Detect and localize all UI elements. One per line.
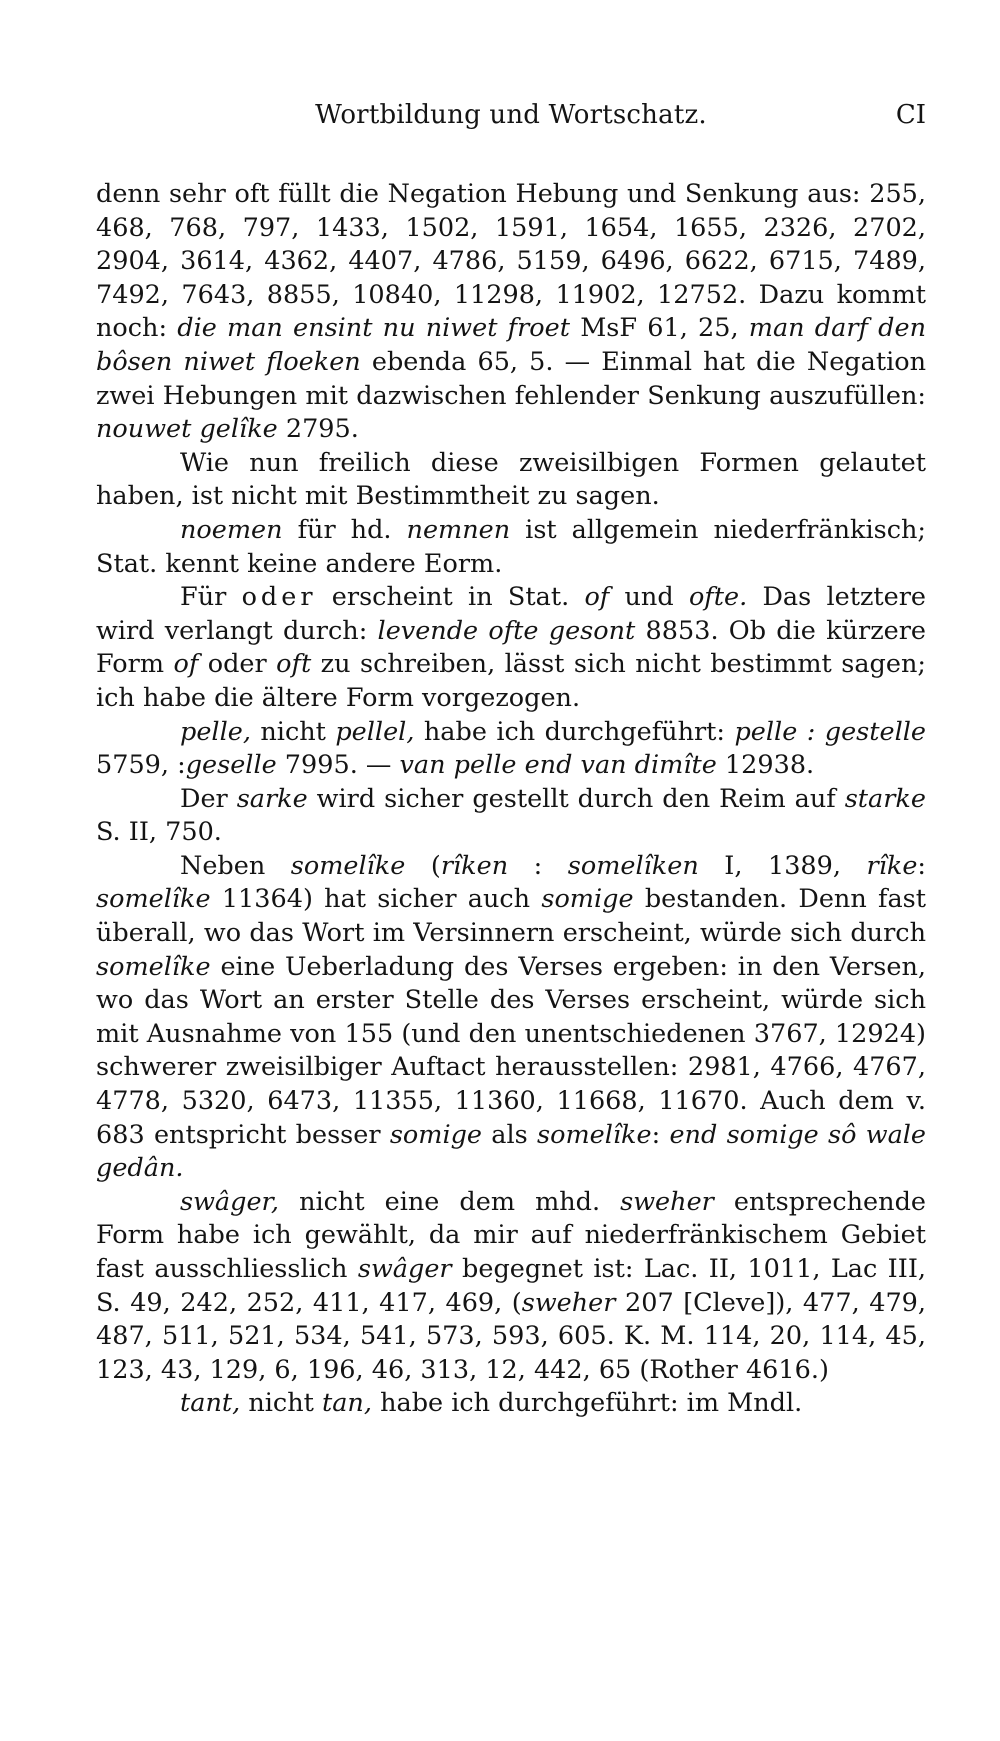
italic-run: starke <box>844 783 926 814</box>
text-run: : <box>917 850 926 881</box>
text-run: 8853. Ob die kürzere Form <box>96 615 926 680</box>
text-run: 7995. — <box>276 750 400 781</box>
text-run: oder <box>198 649 277 680</box>
paragraph <box>96 581 926 715</box>
text-run: ist allgemein niederfränkisch; Stat. kennt keine andere Eorm. <box>96 514 926 579</box>
text-run: für hd. <box>282 514 407 545</box>
text-run: Der <box>180 783 237 814</box>
italic-run: rîke <box>866 850 918 881</box>
body-text <box>96 178 926 1421</box>
italic-run: of <box>584 582 610 613</box>
text-run: MsF 61, 25, <box>570 313 749 344</box>
italic-run: tant, <box>180 1388 241 1419</box>
text-run: : <box>508 850 568 881</box>
italic-run: pelle, <box>180 716 251 747</box>
text-run: 5759, : <box>96 750 186 781</box>
paragraph <box>96 178 926 447</box>
text-run: ( <box>405 850 441 881</box>
text-run: Wie nun freilich diese zweisilbigen Formen gelautet haben, ist nicht mit Bestimmtheit zu sagen. <box>96 447 926 512</box>
text-run: nicht eine dem mhd. <box>279 1186 621 1217</box>
text-run: zu schreiben, lässt sich nicht bestimmt sagen; ich habe die ältere Form vorgezogen. <box>96 649 926 713</box>
text-run: nicht <box>250 716 336 747</box>
text-run: als <box>482 1119 538 1150</box>
italic-run: of <box>173 649 199 680</box>
italic-run: levende ofte gesont <box>377 615 636 646</box>
text-run: 11364) hat sicher auch <box>210 884 542 915</box>
text-run: 12938. <box>716 750 815 781</box>
paragraph <box>96 514 926 581</box>
text-run: nicht <box>240 1388 322 1419</box>
italic-run: pelle : gestelle <box>734 716 926 747</box>
italic-run: sweher <box>620 1186 714 1217</box>
italic-run: swâger, <box>180 1186 280 1217</box>
italic-run: ofte. <box>688 582 748 613</box>
text-run: Für <box>180 582 242 613</box>
italic-run: somelîke <box>96 951 211 982</box>
italic-run: somelîken <box>567 850 699 881</box>
text-run: und <box>609 582 689 613</box>
italic-run: somige <box>541 884 634 915</box>
text-run: I, 1389, <box>698 850 867 881</box>
paragraph <box>96 783 926 850</box>
text-run: habe ich durchgeführt: <box>414 716 735 747</box>
italic-run: end somige sô wale gedân. <box>96 1119 927 1184</box>
paragraph <box>96 1186 926 1388</box>
italic-run: swâger <box>357 1254 452 1284</box>
paragraph <box>96 447 926 514</box>
italic-run: van pelle end van dimîte <box>399 750 717 781</box>
italic-run: sarke <box>236 783 308 814</box>
text-run: habe ich durchgeführt: im Mndl. <box>371 1388 803 1419</box>
running-title: Wortbildung und Wortschatz. <box>315 100 707 130</box>
paragraph <box>96 716 926 783</box>
text-run: entsprechende Form habe ich gewählt, da mir auf niederfränkischem Gebiet fast ausschliesslich <box>96 1186 926 1284</box>
running-head <box>96 100 926 140</box>
italic-run: rîken <box>440 850 509 881</box>
text-run: 2795. <box>277 414 359 445</box>
text-run: denn sehr oft füllt die Negation Hebung und Senkung aus: 255, 468, 768, 797, 1433, 1502, 1591, 1654, 1655, 2326, 2702, 2904, 3614, 4362, 4407, 4786, 5159, 6496, 6622, 6715, 7489, 7492, 7643, 8855, 10840, 11298, 11902, 12752. Dazu kommt noch: <box>96 179 926 344</box>
italic-run: tan, <box>321 1388 372 1419</box>
paragraph <box>96 850 926 1186</box>
text-run: bestanden. Denn fast überall, wo das Wort im Versinnern erscheint, würde sich durch <box>96 884 926 949</box>
italic-run: somelîke <box>537 1119 652 1150</box>
italic-run: somelîke <box>290 850 406 881</box>
italic-run: oft <box>276 649 312 680</box>
text-run: eine Ueberladung des Verses ergeben: in den Versen, wo das Wort an erster Stelle des Verses erscheint, würde sich mit Ausnahme von 155 (und den unentschiedenen 3767, 12924) schwerer zweisilbiger Auftact herausstellen: 2981, 4766, 4767, 4778, 5320, 6473, 11355, 11360, 11668, 11670. Auch dem v. 683 entspricht besser <box>96 951 926 1150</box>
italic-run: die man ensint nu niwet froet <box>177 313 570 344</box>
page-number: CI <box>895 100 926 130</box>
text-run: S. II, 750. <box>96 817 222 848</box>
paragraph <box>96 1387 926 1421</box>
text-run: Neben <box>180 850 291 881</box>
italic-run: nouwet gelîke <box>96 414 278 445</box>
italic-run: nemnen <box>406 514 511 545</box>
italic-run: geselle <box>185 750 277 781</box>
text-run: ebenda 65, 5. — Einmal hat die Negation zwei Hebungen mit dazwischen fehlender Senkung auszufüllen: <box>96 346 927 411</box>
text-run: begegnet ist: Lac. II, 1011, Lac III, S. 49, 242, 252, 411, 417, 469, ( <box>96 1254 926 1318</box>
italic-run: sweher <box>521 1287 616 1318</box>
text-run: wird sicher gestellt durch den Reim auf <box>307 783 845 814</box>
spaced-run: oder <box>241 582 317 613</box>
text-run: Das letztere wird verlangt durch: <box>96 582 926 646</box>
italic-run: somige <box>389 1119 483 1150</box>
italic-run: noemen <box>180 514 283 545</box>
italic-run: man darf den bôsen niwet floeken <box>96 313 926 377</box>
text-run: 207 [Cleve]), 477, 479, 487, 511, 521, 534, 541, 573, 593, 605. K. M. 114, 20, 114, 45, 123, 43, 129, 6, 196, 46, 313, 12, 442, 65 (Rother 4616.) <box>96 1287 927 1385</box>
italic-run: pellel, <box>335 716 415 747</box>
text-run: : <box>651 1119 670 1150</box>
text-run: erscheint in Stat. <box>316 582 585 613</box>
italic-run: somelîke <box>96 884 211 915</box>
